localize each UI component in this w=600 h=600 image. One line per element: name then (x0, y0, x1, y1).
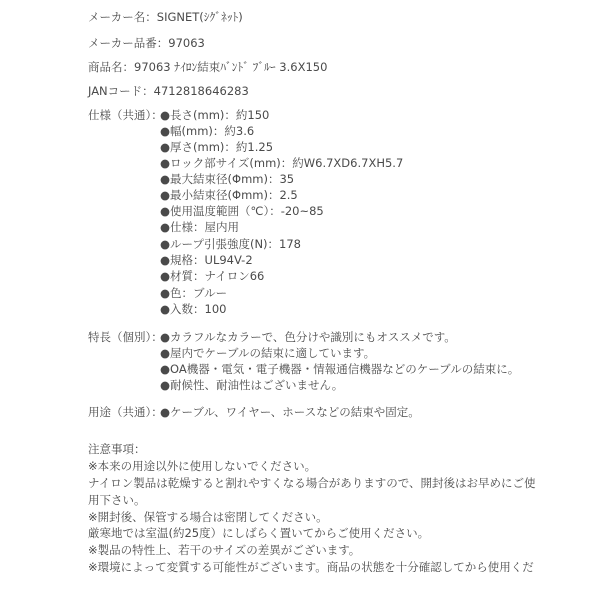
jan-code: JANコード：4712818646283 (88, 84, 249, 98)
spec-item: ●最小結束径(Φmm)：2.5 (160, 188, 298, 202)
note-line: 用下さい。 (88, 493, 146, 507)
note-line: ※本来の用途以外に使用しないでください。 (88, 459, 317, 473)
spec-item: ●規格：UL94V-2 (160, 253, 253, 267)
maker-part-number: メーカー品番：97063 (88, 36, 205, 50)
spec-item: ●入数：100 (160, 302, 227, 316)
spec-item: ●最大結束径(Φmm)：35 (160, 172, 295, 186)
feature-item: ●カラフルなカラーで、色分けや識別にもオススメです。 (160, 330, 456, 344)
notes-title: 注意事項： (88, 442, 146, 456)
spec-item: ●材質：ナイロン66 (160, 269, 265, 283)
feature-item: ●OA機器・電気・電子機器・情報通信機器などのケーブルの結束に。 (160, 362, 520, 376)
usage-label: 用途（共通）： (88, 405, 163, 419)
product-name: 商品名：97063 ﾅｲﾛﾝ結束ﾊﾞﾝﾄﾞ ﾌﾞﾙｰ 3.6X150 (88, 60, 328, 74)
spec-item: ●ループ引張強度(N)：178 (160, 237, 301, 251)
note-line: ナイロン製品は乾燥すると割れやすくなる場合がありますので、開封後はお早めにご使 (88, 476, 536, 490)
feature-item: ●屋内でケーブルの結束に適しています。 (160, 346, 376, 360)
note-line: ※環境によって変質する可能性がございます。商品の状態を十分確認してから使用くだ (88, 560, 534, 574)
spec-item: ●色：ブルー (160, 286, 228, 300)
usage-item: ●ケーブル、ワイヤー、ホースなどの結束や固定。 (160, 405, 420, 419)
features-label: 特長（個別）： (88, 330, 163, 344)
spec-item: ●使用温度範囲（℃）：-20~85 (160, 204, 324, 218)
spec-item: ●仕様：屋内用 (160, 220, 240, 234)
note-line: 厳寒地では室温(約25度）にしばらく置いてからご使用ください。 (88, 526, 430, 540)
maker-name: メーカー名：SIGNET(ｼｸﾞﾈｯﾄ) (88, 10, 243, 24)
spec-item: ●幅(mm)：約3.6 (160, 124, 255, 138)
spec-item: ●厚さ(mm)：約1.25 (160, 140, 274, 154)
note-line: ※開封後、保管する場合は密閉してください。 (88, 510, 328, 524)
spec-item: ●ロック部サイズ(mm)：約W6.7XD6.7XH5.7 (160, 156, 404, 170)
spec-label: 仕様（共通）： (88, 108, 163, 122)
spec-item: ●長さ(mm)：約150 (160, 108, 270, 122)
note-line: ※製品の特性上、若干のサイズの差異がございます。 (88, 543, 361, 557)
feature-item: ●耐候性、耐油性はございません。 (160, 378, 344, 392)
